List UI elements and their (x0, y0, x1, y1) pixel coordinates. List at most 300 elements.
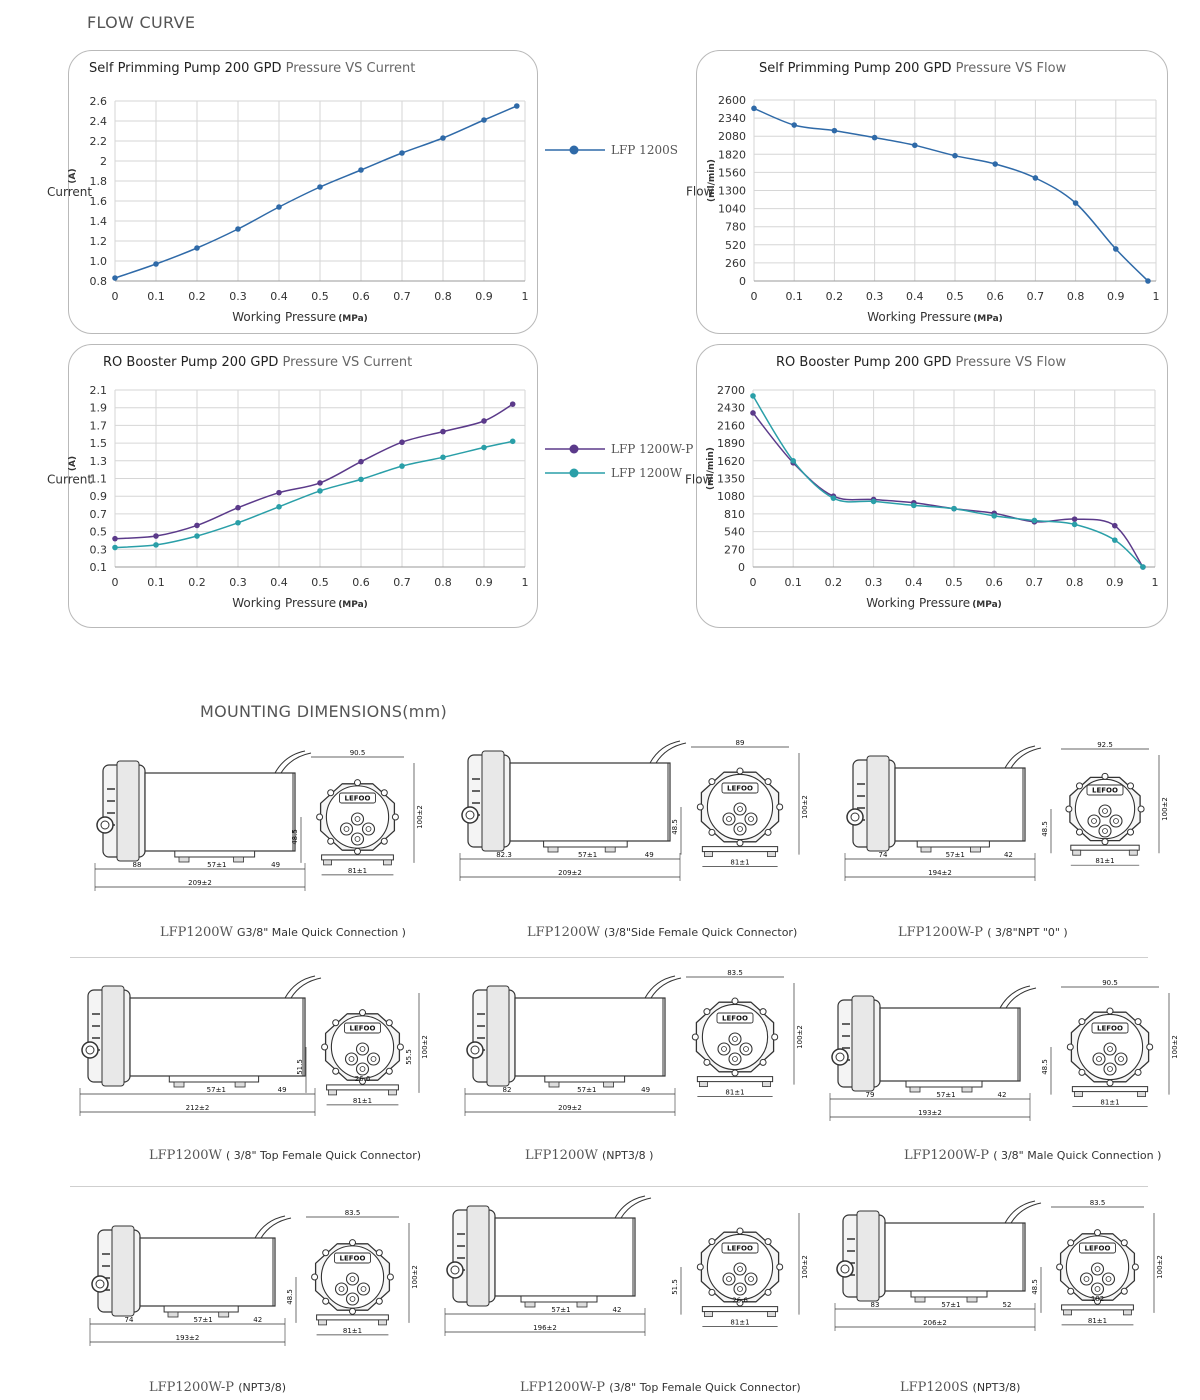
motor-body (145, 773, 295, 851)
pump-drawing-8 (435, 1195, 815, 1355)
dim-extra2: 55.5 (405, 1049, 413, 1065)
data-point (514, 103, 520, 109)
data-point (1140, 564, 1146, 570)
side-view (460, 741, 686, 881)
chart-title: Self Primming Pump 200 GPD Pressure VS Current (89, 61, 416, 76)
y-axis-unit: (ml/min) (706, 447, 716, 490)
data-point (276, 504, 282, 510)
series-line-1 (754, 108, 1148, 281)
x-tick-label: 0.7 (393, 576, 411, 589)
lefoo-logo: LEFOO (1092, 786, 1118, 795)
dim-length: 194±2 (928, 869, 952, 877)
chart-1 (47, 95, 529, 324)
x-tick-label: 1 (521, 290, 529, 303)
data-point (952, 153, 958, 159)
motor-body (130, 998, 305, 1076)
data-point (751, 106, 757, 112)
x-tick-label: 0.1 (784, 576, 802, 589)
data-point (399, 150, 405, 156)
y-axis-label: Current (47, 472, 93, 487)
dim-seg-c: 42 (997, 1091, 1007, 1099)
motor-body (885, 1223, 1025, 1291)
dim-base: 81±1 (1095, 857, 1115, 866)
front-view (291, 749, 424, 875)
data-point (440, 429, 446, 435)
data-point (912, 142, 918, 148)
dim-seg-b: 57±1 (207, 861, 227, 869)
y-tick-label: 2.6 (89, 95, 107, 108)
side-view (845, 746, 1041, 881)
pump-drawing-3 (830, 735, 1170, 895)
dim-base: 81±1 (342, 1326, 363, 1335)
y-tick-label: 0.8 (89, 275, 107, 288)
dim-axis: 51.5 (296, 1059, 304, 1075)
y-tick-label: 1.3 (89, 454, 107, 468)
data-point (1072, 522, 1078, 528)
data-point (440, 454, 446, 460)
pump-drawing-9 (825, 1195, 1175, 1360)
pump-drawing-1 (75, 740, 425, 910)
port-circle (462, 807, 478, 823)
dim-seg-c: 49 (277, 1086, 287, 1094)
dim-axis: 48.5 (291, 829, 299, 845)
motor-body (880, 1008, 1020, 1081)
chart-title: Self Primming Pump 200 GPD Pressure VS Flow (759, 61, 1067, 76)
mounting-dimensions-title: MOUNTING DIMENSIONS(mm) (200, 702, 448, 721)
y-tick-label: 810 (724, 507, 745, 521)
y-tick-label: 2.4 (89, 115, 107, 128)
data-point (790, 458, 796, 464)
x-tick-label: 1 (1152, 290, 1160, 303)
side-view (465, 976, 681, 1116)
dim-seg-a: 82.3 (496, 851, 512, 859)
data-point (481, 445, 487, 451)
dim-length: 212±2 (185, 1104, 210, 1112)
x-tick-label: 0.2 (188, 290, 206, 303)
dim-axis: 51.5 (671, 1279, 679, 1295)
dim-height: 100±2 (801, 795, 809, 819)
front-view (1031, 1199, 1164, 1325)
dim-seg-a: 82 (502, 1086, 512, 1094)
dim-seg-c: 49 (644, 851, 654, 859)
x-tick-label: 0.5 (311, 576, 329, 589)
data-point (276, 490, 282, 496)
data-point (1112, 537, 1118, 543)
dim-height: 100±2 (1171, 1035, 1179, 1059)
dim-length: 196±2 (533, 1324, 557, 1332)
side-view (830, 986, 1036, 1121)
y-tick-label: 1560 (718, 166, 746, 180)
y-tick-label: 270 (724, 543, 745, 557)
x-tick-label: 0.1 (147, 290, 165, 303)
flow-curve-title: FLOW CURVE (87, 13, 196, 32)
dim-seg-b: 57±1 (945, 851, 965, 859)
data-point (358, 167, 364, 173)
data-point (991, 513, 997, 519)
x-tick-label: 0.1 (785, 290, 803, 303)
data-point (112, 536, 118, 542)
y-axis-unit: (A) (68, 168, 78, 184)
x-tick-label: 0.4 (270, 576, 288, 589)
dim-base: 81±1 (730, 1318, 750, 1327)
chart-4 (685, 384, 1159, 610)
y-tick-label: 2160 (717, 419, 745, 433)
y-tick-label: 1040 (718, 202, 746, 216)
y-tick-label: 2.1 (89, 384, 107, 397)
data-point (153, 542, 159, 548)
data-point (194, 523, 200, 529)
dim-length: 193±2 (918, 1109, 942, 1117)
lefoo-logo: LEFOO (1084, 1244, 1111, 1253)
y-tick-label: 2430 (717, 401, 745, 415)
chart-canvas (0, 0, 1200, 660)
chart-title: RO Booster Pump 200 GPD Pressure VS Flow (776, 355, 1067, 370)
dim-height: 100±2 (1156, 1255, 1164, 1279)
data-point (1033, 175, 1039, 181)
dim-base: 81±1 (347, 866, 368, 875)
chart-3 (47, 384, 529, 610)
port-circle (837, 1261, 853, 1277)
series-line-1 (115, 106, 517, 278)
dim-axis: 48.5 (1041, 821, 1049, 837)
x-tick-label: 0.2 (824, 576, 843, 589)
data-point (399, 463, 405, 469)
data-point (510, 439, 516, 445)
x-tick-label: 0.9 (1106, 576, 1124, 589)
x-tick-label: 0.3 (865, 290, 884, 303)
dim-width: 83.5 (727, 969, 743, 977)
x-tick-label: 0 (111, 576, 119, 589)
row-divider (70, 1186, 1148, 1187)
dim-base: 81±1 (1087, 1316, 1108, 1325)
y-tick-label: 540 (724, 525, 745, 539)
y-axis-unit: (ml/min) (707, 159, 717, 202)
dim-seg-a: 79 (865, 1091, 875, 1099)
dim-seg-c: 49 (641, 1086, 651, 1094)
dim-width: 90.5 (349, 749, 366, 757)
data-point (399, 439, 405, 445)
y-tick-label: 1.4 (89, 215, 107, 228)
port-circle (467, 1042, 483, 1058)
pump-drawing-5 (450, 965, 810, 1125)
caption-6: LFP1200W-P ( 3/8" Male Quick Connection ) (904, 1148, 1162, 1163)
data-point (153, 533, 159, 539)
y-tick-label: 260 (725, 256, 746, 270)
chart-2 (686, 94, 1160, 324)
dim-axis: 48.5 (1041, 1059, 1049, 1075)
series-line-1 (115, 404, 513, 539)
dim-base: 81±1 (725, 1088, 745, 1097)
data-point (481, 418, 487, 424)
x-tick-label: 0.7 (1026, 290, 1045, 303)
dim-length: 209±2 (188, 879, 212, 887)
lefoo-logo: LEFOO (349, 1024, 376, 1033)
data-point (1073, 200, 1079, 206)
x-tick-label: 0.6 (352, 290, 370, 303)
x-tick-label: 0.7 (1025, 576, 1044, 589)
pump-drawing-7 (70, 1205, 420, 1360)
dim-width: 83.5 (344, 1209, 361, 1217)
data-point (194, 533, 200, 539)
dim-seg-c: 49 (271, 861, 281, 869)
caption-4: LFP1200W ( 3/8" Top Female Quick Connector) (149, 1148, 422, 1163)
y-axis-label: Flow (685, 472, 713, 487)
y-tick-label: 2.2 (89, 135, 107, 148)
data-point (194, 245, 200, 251)
dim-width: 89 (735, 739, 745, 747)
data-point (1112, 523, 1118, 529)
front-view (671, 739, 809, 867)
x-tick-label: 0.8 (1066, 290, 1085, 303)
y-axis-unit: (A) (68, 455, 78, 472)
y-tick-label: 1.6 (89, 195, 107, 208)
side-view (90, 1216, 291, 1346)
lefoo-logo: LEFOO (344, 794, 371, 803)
data-point (1032, 518, 1038, 524)
motor-body (895, 768, 1025, 841)
x-tick-label: 0.1 (147, 576, 165, 589)
port-circle (447, 1262, 463, 1278)
x-tick-label: 0.2 (188, 576, 206, 589)
data-point (791, 122, 797, 128)
y-tick-label: 0.5 (89, 525, 107, 539)
caption-8: LFP1200W-P (3/8" Top Female Quick Connector) (520, 1380, 801, 1395)
x-axis-label: Working Pressure (MPa) (232, 310, 368, 324)
x-tick-label: 0.9 (475, 576, 493, 589)
data-point (317, 488, 323, 494)
data-point (153, 261, 159, 267)
dim-axis: 48.5 (671, 819, 679, 835)
pump-drawing-6 (815, 970, 1179, 1135)
caption-9: LFP1200S (NPT3/8) (900, 1380, 1021, 1395)
dim-height: 100±2 (801, 1255, 809, 1279)
motor-body (515, 998, 665, 1076)
y-tick-label: 1.9 (89, 401, 107, 415)
port-circle (832, 1049, 848, 1065)
x-tick-label: 0.8 (434, 576, 452, 589)
dim-extra: 26.6 (354, 1074, 371, 1083)
dim-seg-a: 83 (870, 1301, 880, 1309)
dim-seg-b: 57±1 (193, 1316, 213, 1324)
data-point (317, 480, 323, 486)
data-point (235, 505, 241, 511)
y-tick-label: 1.0 (89, 255, 107, 268)
data-point (832, 128, 838, 134)
x-tick-label: 0.5 (945, 576, 963, 589)
data-point (317, 184, 323, 190)
dim-length: 209±2 (558, 1104, 582, 1112)
dim-base: 81±1 (1100, 1098, 1120, 1107)
y-tick-label: 1890 (717, 437, 745, 451)
y-tick-label: 0.7 (89, 507, 107, 521)
y-tick-label: 1.2 (89, 235, 107, 248)
side-view (445, 1196, 651, 1336)
chart-title: RO Booster Pump 200 GPD Pressure VS Current (103, 355, 413, 370)
data-point (358, 459, 364, 465)
front-view (1041, 741, 1169, 865)
x-tick-label: 0.3 (864, 576, 883, 589)
x-tick-label: 0.4 (906, 290, 924, 303)
dim-length: 209±2 (558, 869, 582, 877)
x-tick-label: 0.4 (905, 576, 923, 589)
dim-width: 92.5 (1097, 741, 1113, 749)
lefoo-logo: LEFOO (727, 784, 753, 793)
y-tick-label: 1300 (718, 184, 746, 198)
x-axis-label: Working Pressure (MPa) (232, 596, 368, 610)
dim-seg-c: 42 (1003, 851, 1013, 859)
x-tick-label: 0.4 (270, 290, 288, 303)
dim-seg-a: 74 (124, 1316, 134, 1324)
dim-height: 100±2 (416, 805, 424, 829)
x-tick-label: 0.5 (946, 290, 964, 303)
data-point (1145, 278, 1151, 284)
y-axis-label: Flow (686, 184, 714, 199)
caption-2: LFP1200W (3/8"Side Female Quick Connector) (527, 925, 798, 940)
data-point (276, 204, 282, 210)
dim-height: 100±2 (421, 1035, 429, 1059)
x-axis-label: Working Pressure (MPa) (866, 596, 1002, 610)
data-point (831, 495, 837, 501)
front-view (671, 1213, 809, 1327)
lefoo-logo: LEFOO (1097, 1024, 1123, 1033)
data-point (750, 410, 756, 416)
x-axis-label: Working Pressure (MPa) (867, 310, 1003, 324)
x-tick-label: 0.9 (475, 290, 493, 303)
x-tick-label: 0.9 (1107, 290, 1125, 303)
x-tick-label: 0 (750, 290, 758, 303)
data-point (871, 499, 877, 505)
side-view (80, 976, 321, 1116)
data-point (112, 545, 118, 551)
x-tick-label: 0.7 (393, 290, 411, 303)
data-point (481, 117, 487, 123)
y-tick-label: 780 (725, 220, 746, 234)
caption-5: LFP1200W (NPT3/8 ) (525, 1148, 654, 1163)
row-divider (70, 957, 1148, 958)
data-point (235, 520, 241, 526)
side-view (835, 1201, 1041, 1331)
y-tick-label: 0.9 (89, 490, 107, 504)
y-tick-label: 520 (725, 238, 746, 252)
port-circle (82, 1042, 98, 1058)
dim-height: 100±2 (411, 1265, 419, 1289)
y-tick-label: 0.3 (89, 543, 107, 557)
dim-seg-b: 57±1 (577, 1086, 597, 1094)
series-line-1 (753, 413, 1143, 567)
data-point (911, 503, 917, 509)
dim-length: 206±2 (923, 1319, 947, 1327)
front-view (1041, 979, 1179, 1107)
dim-seg-b: 57±1 (941, 1301, 961, 1309)
dim-width: 90.5 (1102, 979, 1118, 987)
dim-seg-a: 88 (132, 861, 142, 869)
x-tick-label: 0.5 (311, 290, 329, 303)
y-tick-label: 2080 (718, 130, 746, 144)
front-view (286, 1209, 419, 1335)
x-tick-label: 0.8 (434, 290, 452, 303)
port-circle (92, 1276, 108, 1292)
y-tick-label: 1.8 (89, 175, 107, 188)
dim-seg-c: 42 (612, 1306, 622, 1314)
y-tick-label: 2700 (717, 384, 745, 397)
caption-7: LFP1200W-P (NPT3/8) (149, 1380, 287, 1395)
data-point (992, 161, 998, 167)
y-tick-label: 1080 (717, 490, 745, 504)
data-point (358, 477, 364, 483)
dim-seg-c: 42 (253, 1316, 263, 1324)
x-tick-label: 0 (111, 290, 119, 303)
front-view (686, 969, 804, 1097)
side-view (95, 751, 311, 891)
x-tick-label: 0 (749, 576, 757, 589)
dim-base: 81±1 (352, 1096, 373, 1105)
caption-1: LFP1200W G3/8" Male Quick Connection ) (160, 925, 406, 940)
motor-body (495, 1218, 635, 1296)
dim-seg-b: 57±1 (936, 1091, 956, 1099)
data-point (440, 135, 446, 141)
motor-body (140, 1238, 275, 1306)
data-point (951, 506, 957, 512)
x-tick-label: 1 (521, 576, 529, 589)
dim-height: 100±2 (796, 1025, 804, 1049)
dim-height: 100±2 (1161, 797, 1169, 821)
port-circle (97, 817, 113, 833)
y-tick-label: 1620 (717, 454, 745, 468)
data-point (872, 135, 878, 141)
data-point (1113, 246, 1119, 252)
pump-drawing-2 (450, 735, 820, 910)
x-tick-label: 0.6 (985, 576, 1003, 589)
dim-base: 81±1 (730, 858, 750, 867)
lefoo-logo: LEFOO (727, 1244, 753, 1253)
y-tick-label: 0 (739, 275, 746, 288)
dim-seg-c: 52 (1002, 1301, 1012, 1309)
dim-seg-b: 57±1 (577, 851, 598, 859)
y-tick-label: 2340 (718, 112, 746, 126)
front-view (296, 993, 429, 1105)
data-point (510, 401, 516, 407)
caption-3: LFP1200W-P ( 3/8"NPT "0" ) (898, 925, 1068, 940)
data-point (1072, 516, 1078, 522)
pump-drawing-4 (70, 975, 430, 1135)
motor-body (510, 763, 670, 841)
y-tick-label: 1.7 (89, 419, 107, 433)
lefoo-logo: LEFOO (722, 1014, 748, 1023)
x-tick-label: 0.6 (352, 576, 370, 589)
dim-axis: 48.5 (286, 1289, 294, 1305)
dim-extra: 26.6 (732, 1296, 748, 1305)
series-line-2 (753, 396, 1143, 567)
dim-width: 83.5 (1089, 1199, 1106, 1207)
dim-seg-a: 74 (878, 851, 888, 859)
y-tick-label: 0 (738, 561, 745, 574)
data-point (750, 393, 756, 399)
y-axis-label: Current (47, 185, 93, 199)
x-tick-label: 1 (1151, 576, 1159, 589)
dim-extra: 102 (1090, 1294, 1105, 1303)
y-tick-label: 1350 (717, 472, 745, 486)
dim-seg-b: 57±1 (206, 1086, 226, 1094)
x-tick-label: 0.3 (229, 576, 247, 589)
dim-length: 193±2 (175, 1334, 200, 1342)
dim-axis: 48.5 (1031, 1279, 1039, 1295)
y-tick-label: 0.1 (89, 561, 107, 574)
port-circle (847, 809, 863, 825)
y-tick-label: 2 (100, 155, 107, 168)
x-tick-label: 0.8 (1065, 576, 1084, 589)
y-tick-label: 1820 (718, 148, 746, 162)
dim-seg-b: 57±1 (551, 1306, 571, 1314)
